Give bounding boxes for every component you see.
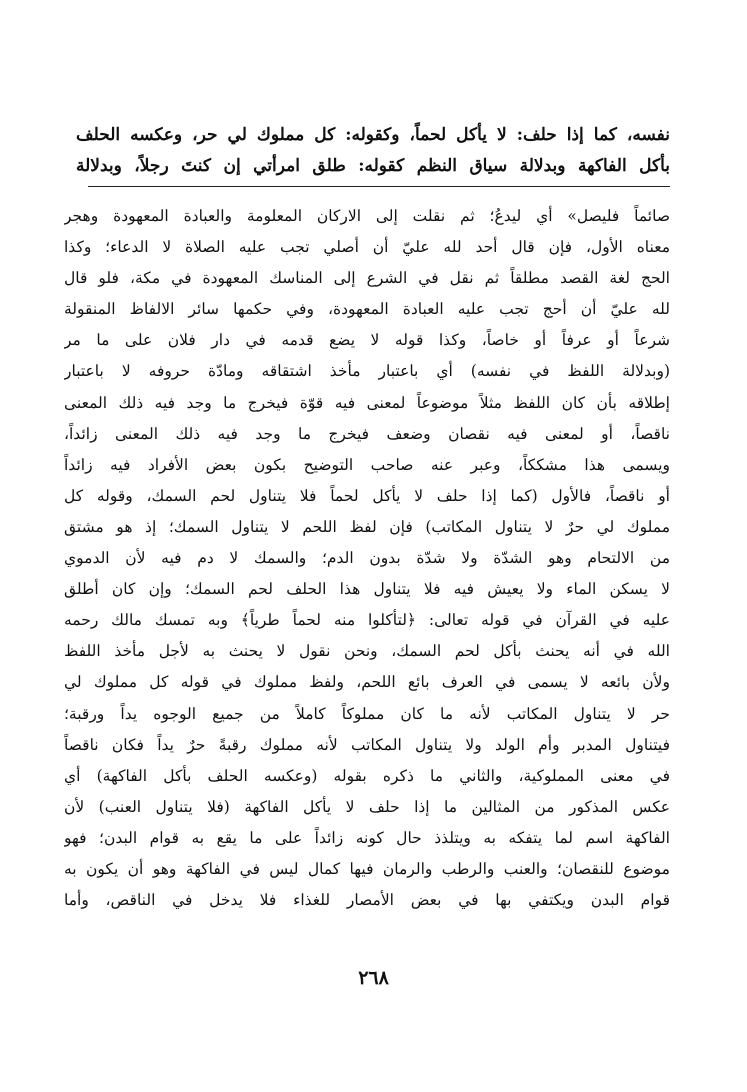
commentary-line: صائماً فليصل» أي ليدعُ؛ ثم نقلت إلى الاركان المعلومة والعبادة المعهودة وهجر bbox=[64, 207, 670, 225]
commentary-line: قوام البدن ويكتفي بها في بعض الأمصار للغذاء فلا يدخل في الناقص، وأما bbox=[64, 891, 670, 910]
commentary-line: موضوع للنقصان؛ والعنب والرطب والرمان فيها كمال ليس في الفاكهة وهو أن يكون به bbox=[64, 859, 670, 878]
commentary-line: ولأن بائعه لا يسمى في العرف بائع اللحم، ولفظ مملوك في قوله كل مملوك لي bbox=[64, 673, 670, 692]
commentary-line: معناه الأول، فإن قال أحد لله عليّ أن أصلي تجب عليه الصلاة لا الدعاء؛ وكذا bbox=[64, 238, 670, 257]
commentary-line: لله عليّ أن أحج تجب عليه العبادة المعهودة، وفي حكمها سائر الالفاظ المنقولة bbox=[64, 300, 670, 319]
commentary-line: الله في أنه يحنث بأكل لحم السمك، ونحن نقول لا يحنث به لأجل مأخذ اللفظ bbox=[64, 642, 670, 661]
separator-line bbox=[88, 186, 670, 187]
commentary-line: فيتناول المدبر وأم الولد ولا يتناول المكاتب لأنه مملوك رقبةً حرٌ يداً فكان ناقصاً bbox=[64, 735, 670, 754]
page-number: ٢٦٨ bbox=[358, 967, 389, 989]
commentary-line: لا يسكن الماء ولا يعيش فيه فلا يتناول هذا الحلف لحم السمك؛ وإن كان أطلق bbox=[64, 580, 670, 599]
commentary-line: ناقصاً، أو لمعنى فيه نقصان وضعف فيخرج ما وجد فيه ذلك المعنى زائداً، bbox=[64, 424, 670, 443]
commentary-line: من الالتحام وهو الشدّة ولا شدّة بدون الدم؛ والسمك لا دم فيه لأن الدموي bbox=[64, 549, 670, 568]
main-text bbox=[76, 120, 670, 182]
commentary-line: في معنى المملوكية، والثاني ما ذكره بقوله (وعكسه الحلف بأكل الفاكهة) أي bbox=[64, 766, 670, 785]
commentary-line: إطلاقه بأن كان اللفظ مثلاً موضوعاً لمعنى فيه قوّة فيخرج ما وجد فيه ذلك المعنى bbox=[64, 393, 670, 412]
commentary-line: حر لا يتناول المكاتب لأنه ما كان مملوكاً كاملاً من جميع الوجوه يداً ورقبة؛ bbox=[64, 704, 670, 723]
commentary-line: ويسمى هذا مشككاً، وعبر عنه صاحب التوضيح بكون بعض الأفراد فيه زائداً bbox=[64, 455, 670, 474]
commentary-line: عليه في القرآن في قوله تعالى: ﴿لتأكلوا منه لحماً طرياً﴾ وبه تمسك مالك رحمه bbox=[64, 611, 670, 630]
commentary-line: مملوك لي حرٌ لا يتناول المكاتب) فإن لفظ اللحم لا يتناول السمك؛ إذ هو مشتق bbox=[64, 517, 670, 536]
main-text-line: بأكل الفاكهة وبدلالة سياق النظم كقوله: طلق امرأتي إن كنتَ رجلاً، وبدلالة bbox=[76, 156, 670, 176]
commentary-line: شرعاً أو عرفاً أو خاصاً، وكذا قوله لا يضع قدمه في دار فلان على ما مر bbox=[64, 331, 670, 350]
commentary-line: الحج لغة القصد مطلقاً ثم نقل في الشرع إلى المناسك المعهودة في مكة، فلو قال bbox=[64, 269, 670, 288]
commentary-line: أو ناقصاً، فالأول (كما إذا حلف لا يأكل لحماً فلا يتناول لحم السمك، وقوله كل bbox=[64, 486, 670, 505]
main-text-line: نفسه، كما إذا حلف: لا يأكل لحماً، وكقوله: كل مملوك لي حر، وعكسه الحلف bbox=[76, 125, 670, 145]
commentary-line: (وبدلالة اللفظ في نفسه) أي باعتبار مأخذ اشتقاقه ومادّة حروفه لا باعتبار bbox=[64, 362, 670, 381]
commentary-text bbox=[64, 201, 670, 916]
commentary-line: الفاكهة اسم لما يتفكه به ويتلذذ حال كونه زائداً على ما يقع به قوام البدن؛ فهو bbox=[64, 828, 670, 847]
commentary-line: عكس المذكور من المثالين ما إذا حلف لا يأكل الفاكهة (فلا يتناول العنب) لأن bbox=[64, 797, 670, 816]
